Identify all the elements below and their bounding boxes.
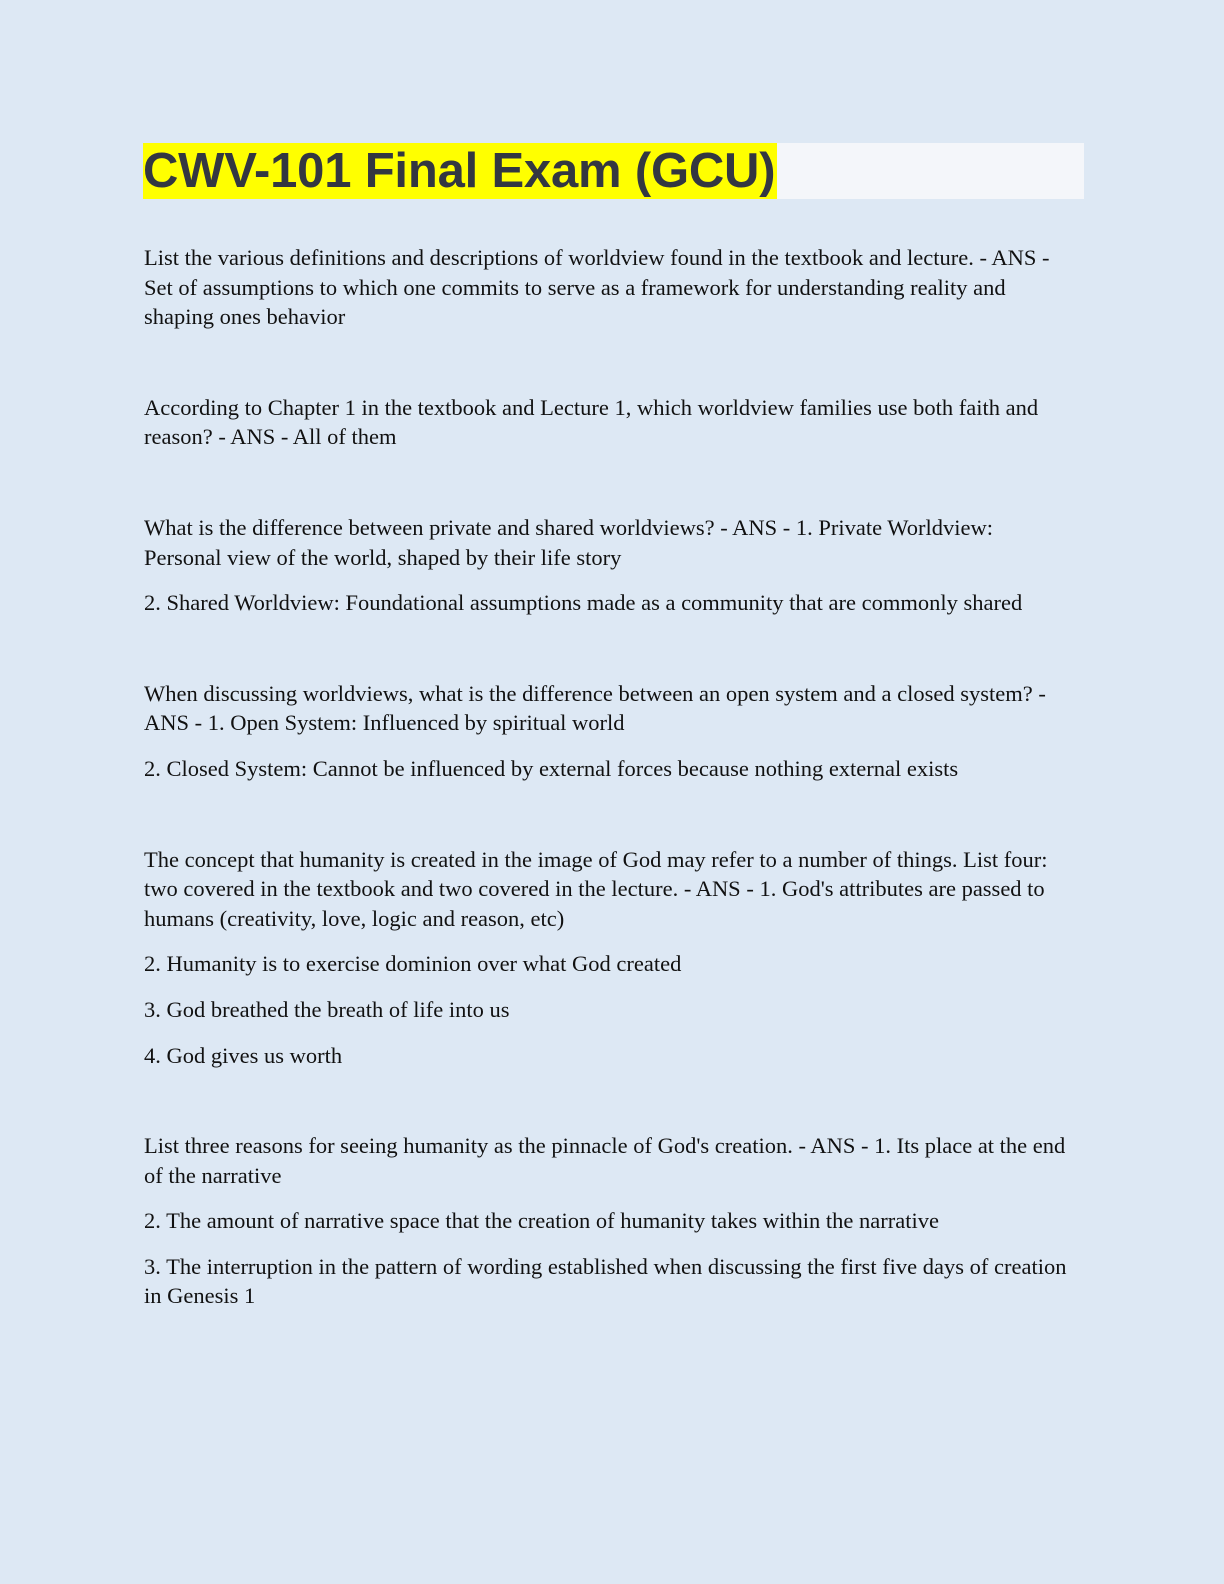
answer-point: 2. Humanity is to exercise dominion over what God created [144, 951, 682, 977]
answer-point: 4. God gives us worth [144, 1042, 343, 1068]
question-item [144, 845, 1070, 1071]
answer-point: 2. Shared Worldview: Foundational assumptions made as a community that are commonly shared [144, 590, 1023, 616]
question-item [144, 243, 1070, 332]
question-item [144, 1131, 1070, 1311]
answer-point: 3. The interruption in the pattern of wording established when discussing the first five days of creation in Genesis 1 [144, 1253, 1067, 1309]
question-text: List the various definitions and descriptions of worldview found in the textbook and lecture. - ANS - Set of assumptions to which one commits to serve as a framework for understanding reality and shaping ones behavior [144, 245, 1050, 330]
question-text: When discussing worldviews, what is the difference between an open system and a closed system? - ANS - 1. Open System: Influenced by spiritual world [144, 680, 1046, 736]
question-text: The concept that humanity is created in the image of God may refer to a number of things. List four: two covered in the textbook and two covered in the lecture. - ANS - 1. God's attributes are passed to humans (creativity, love, logic and reason, etc) [144, 846, 1048, 931]
question-item [144, 393, 1070, 452]
question-list [144, 243, 1070, 1311]
question-item [144, 513, 1070, 618]
answer-point: 3. God breathed the breath of life into us [144, 996, 510, 1022]
document-title: CWV-101 Final Exam (GCU) [143, 144, 776, 198]
question-text: List three reasons for seeing humanity as the pinnacle of God's creation. - ANS - 1. Its place at the end of the narrative [144, 1133, 1066, 1188]
title-banner [143, 143, 1084, 199]
answer-point: 2. Closed System: Cannot be influenced by external forces because nothing external exists [144, 755, 959, 781]
question-item [144, 679, 1070, 784]
question-text: According to Chapter 1 in the textbook and Lecture 1, which worldview families use both faith and reason? - ANS - All of them [144, 394, 1039, 450]
question-text: What is the difference between private and shared worldviews? - ANS - 1. Private Worldview: Personal view of the world, shaped by their life story [144, 514, 993, 570]
answer-point: 2. The amount of narrative space that the creation of humanity takes within the narrative [144, 1208, 939, 1234]
